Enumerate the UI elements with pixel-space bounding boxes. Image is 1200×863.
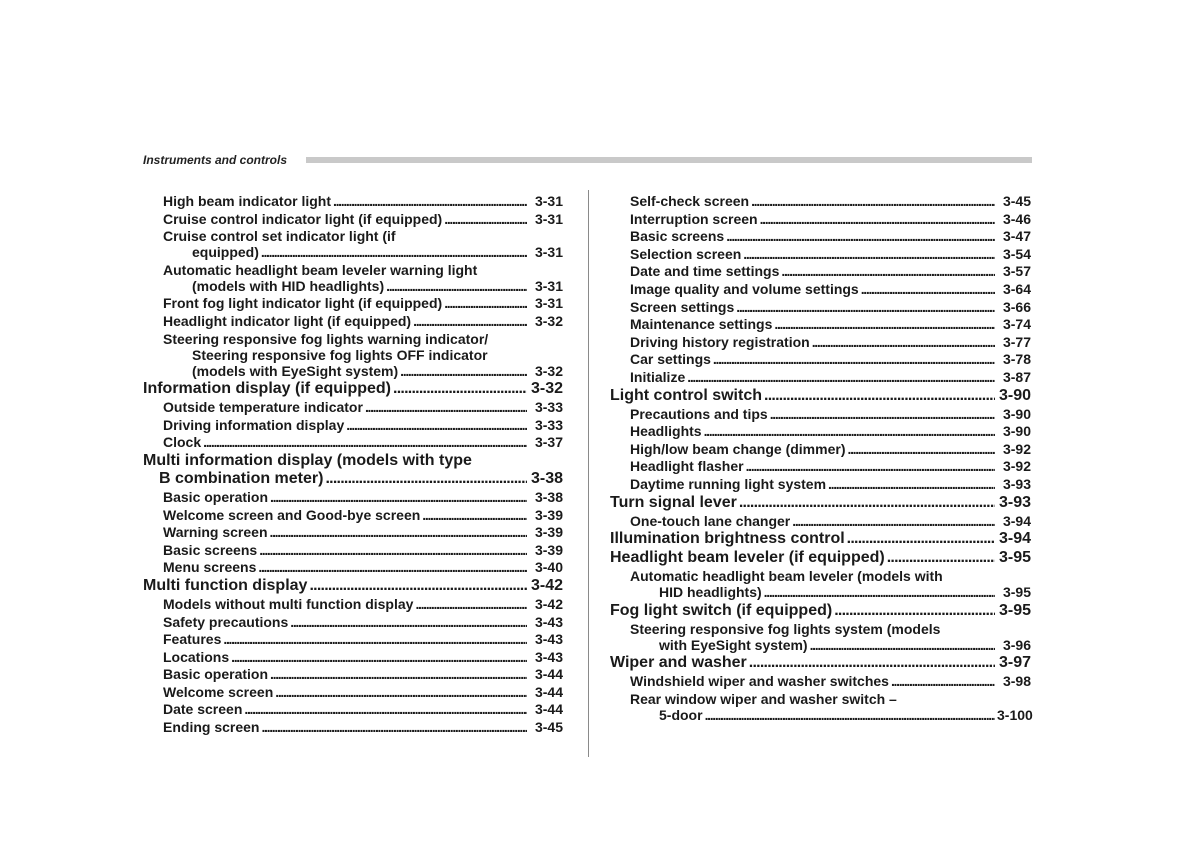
toc-page-number: 3-37 [534,434,563,451]
toc-page-number: 3-97 [998,654,1031,672]
toc-sub-entry[interactable] [143,542,565,558]
toc-page-number: 3-33 [534,416,563,433]
toc-page-number: 3-42 [534,595,563,612]
toc-main-entry[interactable] [610,494,1031,512]
dot-leader [746,458,995,474]
dot-leader [261,244,527,260]
toc-page-number: 3-94 [998,530,1031,548]
dot-leader [751,193,995,209]
toc-entry-title: Cruise control set indicator light (if [163,228,396,245]
toc-page-number: 3-38 [534,488,563,505]
toc-sub-entry[interactable] [610,299,1031,315]
toc-page-number: 3-94 [1002,512,1031,529]
toc-entry-title: HID headlights) [659,584,762,601]
toc-sub-entry[interactable] [143,631,565,647]
toc-entry-title: High beam indicator light [163,193,332,209]
dot-leader [847,441,995,457]
toc-page-number: 3-46 [1002,210,1031,227]
dot-leader [774,316,995,332]
toc-entry-title: Maintenance settings [630,316,773,333]
dot-leader [365,399,527,415]
toc-entry-title: Welcome screen [163,683,274,700]
dot-leader [422,507,527,523]
dot-leader [726,228,995,244]
toc-page-number: 3-43 [534,631,563,648]
toc-sub-entry[interactable] [143,489,565,505]
toc-main-entry[interactable] [610,530,1031,548]
toc-sub-entry[interactable] [610,476,1031,492]
toc-entry-title: Safety precautions [163,613,289,630]
toc-entry-title: Selection screen [630,245,742,262]
toc-page-number: 3-42 [530,576,563,594]
toc-entry-title: Steering responsive fog lights warning indicator/ [163,330,489,347]
toc-entry-title: Menu screens [163,559,257,576]
toc-sub-entry[interactable] [143,434,565,450]
toc-entry-title: Date screen [163,701,243,718]
toc-sub-entry[interactable] [610,316,1031,332]
toc-entry-title: Turn signal lever [610,493,737,511]
toc-sub-entry[interactable] [610,228,1031,244]
toc-sub-entry[interactable] [610,673,1031,689]
dot-leader [270,524,527,540]
toc-page-number: 3-87 [1002,368,1031,385]
toc-page-number: 3-32 [534,362,563,379]
toc-entry-title: One-touch lane changer [630,512,791,529]
dot-leader [705,707,995,723]
toc-page-number: 3-33 [534,399,563,416]
toc-entry-title: Headlight beam leveler (if equipped) [610,549,885,567]
dot-leader [270,666,527,682]
toc-entry-title: (models with EyeSight system) [192,362,399,379]
toc-page-number: 3-92 [1002,458,1031,475]
toc-entry-title: Daytime running light system [630,475,827,492]
toc-sub-entry[interactable] [143,614,565,630]
dot-leader [847,530,995,548]
dot-leader [393,380,527,398]
dot-leader [743,246,995,262]
dot-leader [290,614,527,630]
dot-leader [325,470,527,488]
toc-sub-entry[interactable] [143,649,565,665]
toc-page-number: 3-95 [1002,584,1031,601]
toc-entry-title: (models with HID headlights) [192,277,385,294]
toc-page-number: 3-95 [998,549,1031,567]
toc-page-number: 3-77 [1002,333,1031,350]
toc-page-number: 3-90 [998,386,1031,404]
toc-entry-title: Features [163,631,222,648]
column-divider [588,190,589,757]
toc-entry-title: Basic screens [163,541,258,558]
toc-entry-title: Fog light switch (if equipped) [610,601,833,619]
toc-entry-title: Steering responsive fog lights system (models [630,620,941,637]
toc-page-number: 3-31 [534,295,563,312]
toc-entry-title: Cruise control indicator light (if equipped) [163,210,443,227]
dot-leader [810,637,995,653]
dot-leader [781,263,995,279]
toc-entry-title: Light control switch [610,386,762,404]
toc-entry-title: Multi information display (models with type [143,451,472,469]
toc-page-number: 3-43 [534,648,563,665]
dot-leader [244,701,527,717]
dot-leader [333,193,527,209]
toc-entry-title: Date and time settings [630,263,780,280]
toc-entry-title: Automatic headlight beam leveler (models with [630,568,943,585]
toc-right-column [610,193,1031,724]
toc-sub-entry[interactable] [143,399,565,415]
toc-main-entry[interactable] [610,549,1031,567]
toc-entry-title: Interruption screen [630,210,758,227]
toc-main-entry[interactable] [143,452,565,488]
toc-main-entry[interactable] [143,380,565,398]
toc-page-number: 3-74 [1002,316,1031,333]
toc-entry-title: Headlight flasher [630,458,744,475]
toc-page-number: 3-90 [1002,423,1031,440]
toc-page-number: 3-45 [1002,193,1031,209]
toc-entry-title: Driving history registration [630,333,810,350]
dot-leader [259,542,527,558]
toc-entry-title: Steering responsive fog lights OFF indicator [192,346,488,363]
toc-entry-title: Self-check screen [630,193,750,209]
toc-sub-entry[interactable] [143,331,565,379]
toc-page-number: 3-93 [998,493,1031,511]
toc-sub-entry[interactable] [143,701,565,717]
toc-sub-entry[interactable] [610,369,1031,385]
toc-sub-entry[interactable] [143,684,565,700]
toc-page-number: 3-54 [1002,245,1031,262]
toc-page-number: 3-47 [1002,228,1031,245]
dot-leader [258,559,527,575]
dot-leader [231,649,527,665]
toc-page-number: 3-95 [998,601,1031,619]
toc-sub-entry[interactable] [610,281,1031,297]
toc-page-number: 3-78 [1002,351,1031,368]
toc-sub-entry[interactable] [610,568,1031,600]
toc-entry-title: Welcome screen and Good-bye screen [163,506,421,523]
dot-leader [275,684,527,700]
toc-sub-entry[interactable] [143,666,565,682]
toc-sub-entry[interactable] [610,211,1031,227]
toc-entry-title: Information display (if equipped) [143,380,391,398]
toc-main-entry[interactable] [610,602,1031,620]
dot-leader [704,423,995,439]
dot-leader [861,281,995,297]
toc-sub-entry[interactable] [610,406,1031,422]
toc-sub-entry[interactable] [610,458,1031,474]
dot-leader [223,631,527,647]
toc-entry-title: Precautions and tips [630,405,768,422]
dot-leader [887,549,995,567]
toc-sub-entry[interactable] [143,228,565,260]
toc-entry-title: Locations [163,648,230,665]
toc-page-number: 3-66 [1002,298,1031,315]
toc-page-number: 3-39 [534,541,563,558]
dot-leader [270,489,527,505]
toc-sub-entry[interactable] [143,313,565,329]
toc-sub-entry[interactable] [610,423,1031,439]
toc-sub-entry[interactable] [610,193,1031,209]
toc-sub-entry[interactable] [610,441,1031,457]
toc-sub-entry[interactable] [610,351,1031,367]
toc-page-number: 3-43 [534,613,563,630]
toc-left-column [143,193,565,737]
toc-entry-title: Basic screens [630,228,725,245]
toc-entry-title: Wiper and washer [610,654,747,672]
toc-page-number: 3-39 [534,524,563,541]
toc-entry-title: Ending screen [163,719,260,736]
toc-sub-entry[interactable] [610,263,1031,279]
dot-leader [834,602,995,620]
toc-main-entry[interactable] [610,387,1031,405]
toc-page-number: 3-38 [530,469,563,487]
toc-entry-title: Basic operation [163,666,269,683]
toc-entry-title: Multi function display [143,576,308,594]
toc-entry-title: with EyeSight system) [659,636,808,653]
toc-entry-title: Headlight indicator light (if equipped) [163,312,412,329]
toc-page-number: 3-44 [534,701,563,718]
toc-sub-entry[interactable] [143,507,565,523]
dot-leader [386,278,527,294]
toc-entry-title: Rear window wiper and washer switch – [630,690,897,707]
toc-sub-entry[interactable] [610,334,1031,350]
toc-sub-entry[interactable] [143,211,565,227]
dot-leader [413,313,527,329]
toc-sub-entry[interactable] [143,417,565,433]
toc-entry-title: Warning screen [163,524,268,541]
dot-leader [792,513,995,529]
toc-entry-title: Driving information display [163,416,345,433]
toc-page-number: 3-93 [1002,475,1031,492]
toc-page-number: 3-57 [1002,263,1031,280]
toc-entry-title: Windshield wiper and washer switches [630,673,889,690]
toc-sub-entry[interactable] [610,691,1031,723]
toc-entry-title: Image quality and volume settings [630,280,859,297]
toc-sub-entry[interactable] [143,719,565,735]
toc-page-number: 3-64 [1002,280,1031,297]
toc-sub-entry[interactable] [143,193,565,209]
toc-page-number: 3-31 [534,277,563,294]
dot-leader [739,494,995,512]
toc-entry-title: Screen settings [630,298,735,315]
toc-page-number: 3-32 [530,380,563,398]
toc-page-number: 3-40 [534,559,563,576]
toc-sub-entry[interactable] [610,513,1031,529]
toc-entry-title: Clock [163,434,202,451]
dot-leader [346,417,527,433]
dot-leader [400,363,527,379]
toc-entry-title: equipped) [192,244,259,261]
toc-sub-entry[interactable] [143,559,565,575]
dot-leader [764,584,995,600]
toc-entry-title: 5-door [659,706,703,723]
toc-page-number: 3-44 [534,683,563,700]
toc-sub-entry[interactable] [143,596,565,612]
toc-entry-title: Automatic headlight beam leveler warning light [163,261,478,278]
toc-entry-title: Front fog light indicator light (if equipped) [163,295,443,312]
dot-leader [444,211,527,227]
toc-page-number: 3-31 [534,210,563,227]
toc-sub-entry[interactable] [143,524,565,540]
toc-sub-entry[interactable] [143,262,565,294]
dot-leader [812,334,995,350]
toc-page-number: 3-45 [534,719,563,736]
dot-leader [415,596,527,612]
toc-page-number: 3-96 [1002,636,1031,653]
dot-leader [203,434,527,450]
toc-sub-entry[interactable] [610,246,1031,262]
toc-main-entry[interactable] [610,654,1031,672]
toc-entry-title: Car settings [630,351,711,368]
toc-page-number: 3-31 [534,193,563,209]
toc-page-number: 3-98 [1002,673,1031,690]
toc-page-number: 3-32 [534,312,563,329]
dot-leader [770,406,995,422]
dot-leader [760,211,995,227]
toc-page-number: 3-39 [534,506,563,523]
dot-leader [687,369,995,385]
dot-leader [828,476,995,492]
toc-page-number: 3-100 [997,706,1033,723]
toc-page-number: 3-90 [1002,405,1031,422]
dot-leader [309,577,527,595]
toc-main-entry[interactable] [143,577,565,595]
dot-leader [261,719,527,735]
toc-entry-title: Basic operation [163,488,269,505]
toc-page-number: 3-44 [534,666,563,683]
toc-sub-entry[interactable] [143,295,565,311]
dot-leader [736,299,995,315]
section-header-title: Instruments and controls [143,153,288,167]
toc-entry-title: High/low beam change (dimmer) [630,440,846,457]
toc-entry-title: Illumination brightness control [610,530,845,548]
toc-entry-title: B combination meter) [159,469,324,487]
toc-entry-title: Initialize [630,368,686,385]
dot-leader [764,387,995,405]
toc-entry-title: Headlights [630,423,702,440]
toc-entry-title: Models without multi function display [163,595,414,612]
toc-page-number: 3-31 [534,244,563,261]
dot-leader [891,673,995,689]
toc-page-number: 3-92 [1002,440,1031,457]
dot-leader [713,351,995,367]
toc-entry-title: Outside temperature indicator [163,399,363,416]
dot-leader [444,295,527,311]
toc-sub-entry[interactable] [610,621,1031,653]
dot-leader [749,654,995,672]
